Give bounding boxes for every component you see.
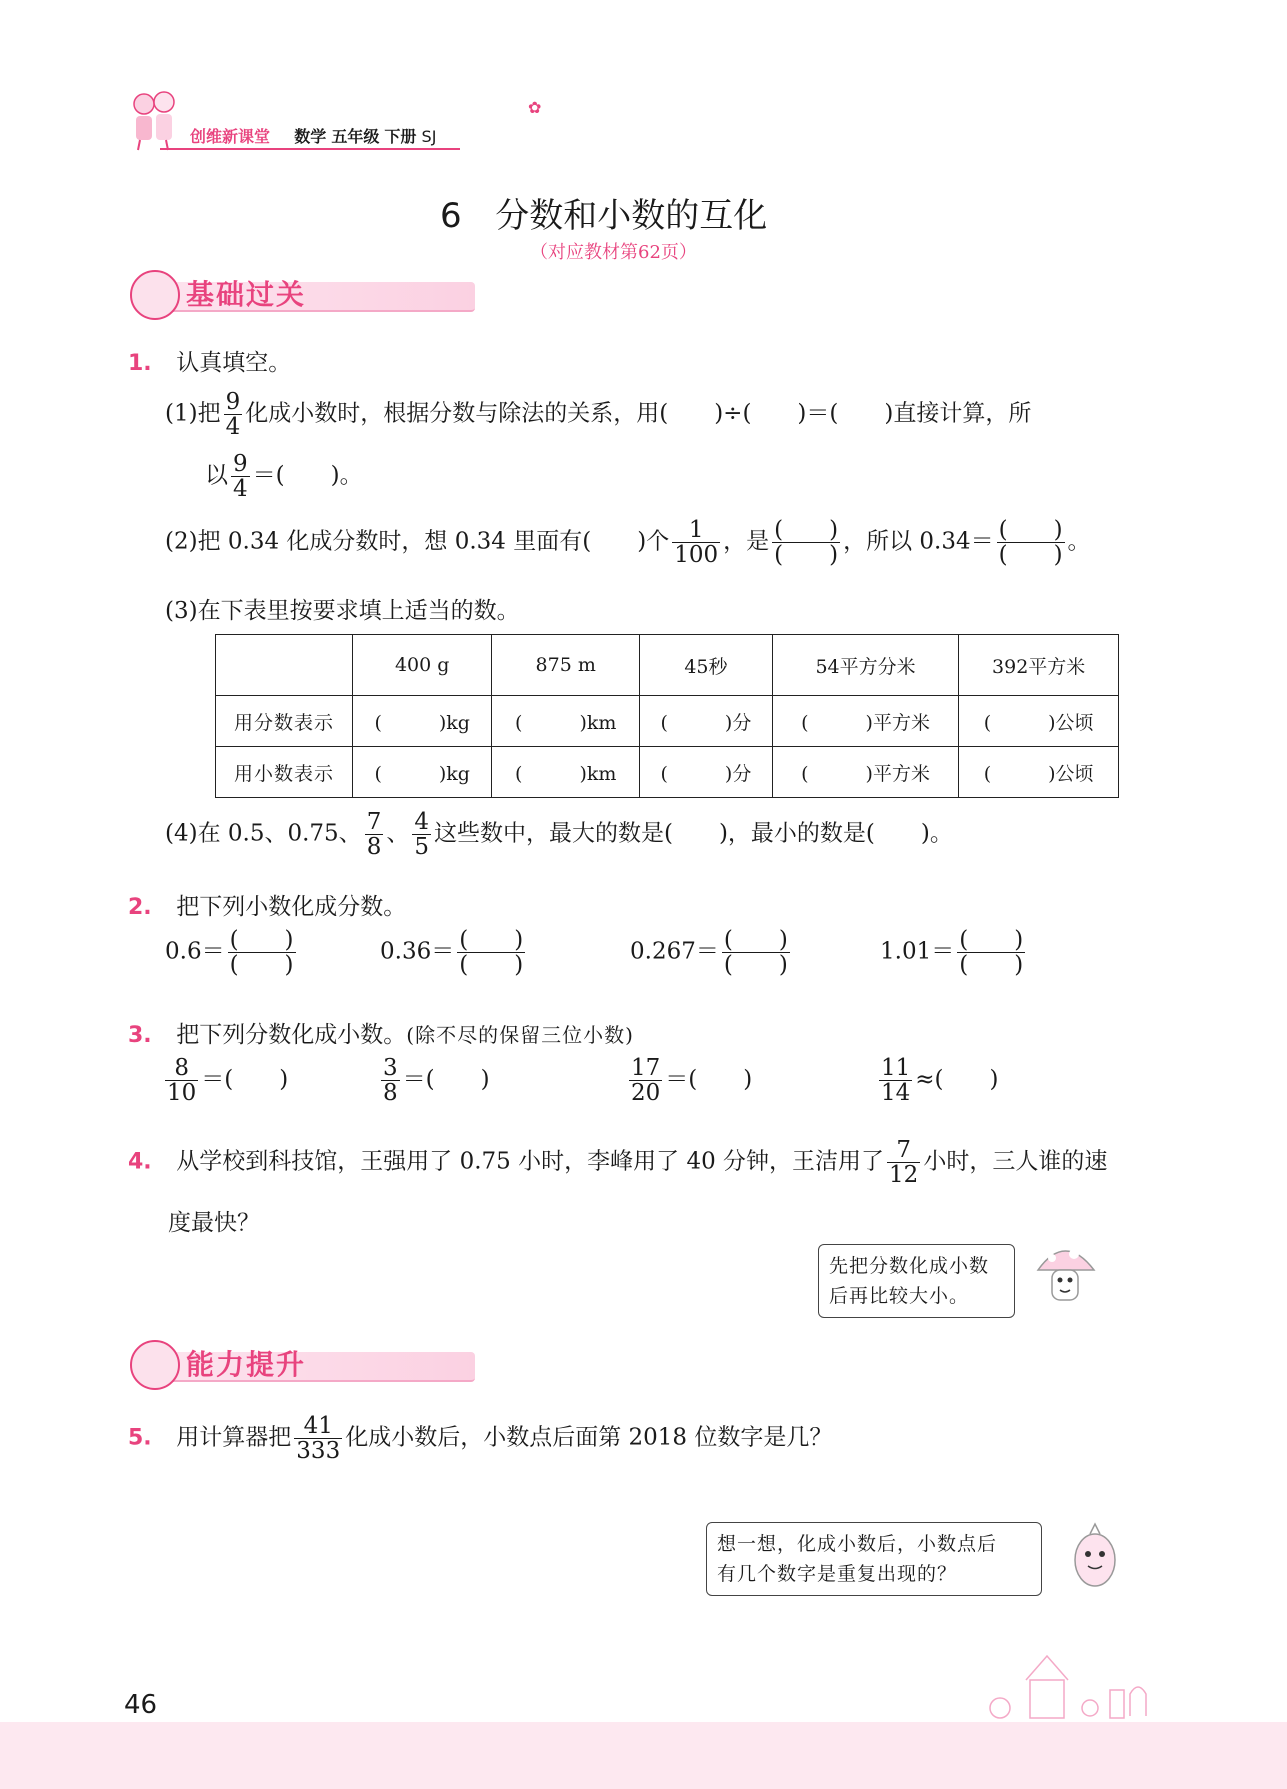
q3-item-blank[interactable]: ≈( ) bbox=[915, 1066, 999, 1093]
q2-item bbox=[380, 928, 528, 977]
mushroom-mascot-icon bbox=[1030, 1236, 1100, 1316]
header-mascot-icon bbox=[128, 88, 178, 152]
q1-part1-line2 bbox=[205, 452, 363, 501]
table-header-cell: 400 g bbox=[353, 635, 492, 696]
q3-item-blank[interactable]: ＝( ) bbox=[201, 1066, 289, 1093]
blank-fraction[interactable]: $\frac{( )}{( )}$ bbox=[459, 927, 524, 979]
flower-icon: ✿ bbox=[528, 98, 542, 117]
q2-item-label: 1.01＝ bbox=[880, 938, 955, 965]
q2-item-label: 0.6＝ bbox=[165, 938, 225, 965]
table-row-label: 用小数表示 bbox=[216, 747, 353, 798]
q4-line1 bbox=[128, 1138, 1107, 1187]
q5-text-b: 化成小数后，小数点后面第 2018 位数字是几？ bbox=[345, 1424, 833, 1451]
q4-hint-line: 后再比较大小。 bbox=[829, 1285, 970, 1307]
header-brand: 创维新课堂 bbox=[190, 127, 271, 146]
q3-item bbox=[626, 1056, 752, 1105]
title-text: 分数和小数的互化 bbox=[495, 196, 768, 236]
fraction-7-12: $\frac{7}{12}$ bbox=[889, 1137, 919, 1189]
table-cell-blank[interactable]: ( )分 bbox=[640, 696, 773, 747]
page-number: 46 bbox=[124, 1690, 158, 1720]
blank-fraction[interactable]: $\frac{( )}{( )}$ bbox=[723, 927, 788, 979]
q2-item bbox=[630, 928, 793, 977]
blank-fraction[interactable]: $\frac{( )}{( )}$ bbox=[998, 517, 1063, 569]
q3-item bbox=[162, 1056, 288, 1105]
q1-p4-a: (4)在 0.5、0.75、 bbox=[165, 820, 362, 847]
q1-p1-d: ＝( )。 bbox=[252, 462, 363, 489]
blank-fraction[interactable]: $\frac{( )}{( )}$ bbox=[959, 927, 1024, 979]
footer-band bbox=[0, 1722, 1287, 1789]
section-basic bbox=[130, 270, 350, 316]
q3-number: 3. bbox=[128, 1023, 152, 1048]
section-advanced-label: 能力提升 bbox=[186, 1348, 307, 1381]
q1-part4 bbox=[165, 810, 953, 859]
fraction-8-10: $\frac{8}{10}$ bbox=[167, 1055, 197, 1107]
q3-stem bbox=[128, 1016, 634, 1049]
fraction-4-5: $\frac{4}{5}$ bbox=[414, 809, 429, 861]
q2-item-label: 0.36＝ bbox=[380, 938, 455, 965]
table-cell-blank[interactable]: ( )kg bbox=[353, 747, 492, 798]
table-cell-blank[interactable]: ( )分 bbox=[640, 747, 773, 798]
header-volume: 下册 bbox=[384, 127, 417, 146]
q1-p4-sep: 、 bbox=[386, 820, 410, 847]
title-reference: （对应教材第62页） bbox=[530, 242, 697, 263]
fraction-17-20: $\frac{17}{20}$ bbox=[631, 1055, 661, 1107]
blank-fraction[interactable]: $\frac{( )}{( )}$ bbox=[774, 517, 839, 569]
q1-stem bbox=[128, 344, 291, 377]
fraction-41-333: $\frac{41}{333}$ bbox=[296, 1413, 341, 1465]
fraction-9-4: $\frac{9}{4}$ bbox=[225, 389, 241, 441]
section-advanced bbox=[130, 1340, 350, 1386]
conversion-table bbox=[215, 634, 1119, 798]
q2-item bbox=[880, 928, 1028, 977]
q3-item bbox=[876, 1056, 999, 1105]
q1-p1-c: 以 bbox=[205, 462, 228, 489]
q3-note: (除不尽的保留三位小数) bbox=[406, 1023, 634, 1047]
table-cell-blank[interactable]: ( )公顷 bbox=[959, 747, 1119, 798]
q1-p4-b: 这些数中，最大的数是( )，最小的数是( )。 bbox=[433, 820, 953, 847]
egg-mascot-icon bbox=[1060, 1516, 1130, 1596]
q3-item-blank[interactable]: ＝( ) bbox=[665, 1066, 753, 1093]
q1-number: 1. bbox=[128, 351, 152, 376]
table-header-cell: 54平方分米 bbox=[772, 635, 959, 696]
castle-decoration-icon bbox=[980, 1650, 1180, 1720]
q1-p2-b: ，是 bbox=[723, 528, 770, 555]
fraction-1-100: $\frac{1}{100}$ bbox=[674, 517, 719, 569]
q1-p2-c: ，所以 0.34＝ bbox=[843, 528, 994, 555]
q1-p1-b: 化成小数时，根据分数与除法的关系，用( )÷( )＝( )直接计算，所 bbox=[245, 400, 1032, 427]
q4-hint-bubble bbox=[818, 1244, 1015, 1318]
title-number: 6 bbox=[440, 196, 462, 236]
fraction-7-8: $\frac{7}{8}$ bbox=[366, 809, 382, 861]
blank-fraction[interactable]: $\frac{( )}{( )}$ bbox=[229, 927, 294, 979]
header-bar bbox=[190, 124, 436, 147]
q1-p2-d: 。 bbox=[1067, 528, 1091, 555]
q4-line2: 度最快？ bbox=[168, 1210, 260, 1236]
fraction-9-4-b: $\frac{9}{4}$ bbox=[233, 451, 248, 503]
q1-p1-a: (1)把 bbox=[165, 400, 221, 427]
table-header-row bbox=[216, 635, 1119, 696]
q1-part3: (3)在下表里按要求填上适当的数。 bbox=[165, 598, 520, 624]
table-cell-blank[interactable]: ( )km bbox=[492, 747, 640, 798]
table-row-label: 用分数表示 bbox=[216, 696, 353, 747]
q5-hint-bubble bbox=[706, 1522, 1042, 1596]
header-underline bbox=[160, 148, 460, 150]
q1-part2 bbox=[165, 518, 1091, 567]
girl-face-icon bbox=[130, 1340, 180, 1390]
girl-face-icon bbox=[130, 270, 180, 320]
table-header-cell bbox=[216, 635, 353, 696]
table-row bbox=[216, 696, 1119, 747]
table-header-cell: 875 m bbox=[492, 635, 640, 696]
q5-line bbox=[128, 1414, 832, 1463]
section-basic-label: 基础过关 bbox=[186, 278, 307, 311]
q4-text-a: 从学校到科技馆，王强用了 0.75 小时，李峰用了 40 分钟，王洁用了 bbox=[176, 1148, 885, 1175]
q5-number: 5. bbox=[128, 1425, 152, 1451]
fraction-3-8: $\frac{3}{8}$ bbox=[383, 1055, 398, 1107]
table-row bbox=[216, 747, 1119, 798]
q2-stem bbox=[128, 888, 406, 921]
q4-text-b: 小时，三人谁的速 bbox=[923, 1148, 1108, 1175]
header-grade: 五年级 bbox=[331, 127, 380, 146]
q4-number: 4. bbox=[128, 1149, 152, 1175]
table-cell-blank[interactable]: ( )km bbox=[492, 696, 640, 747]
q2-item bbox=[165, 928, 299, 977]
q3-item bbox=[378, 1056, 490, 1105]
header-subject: 数学 bbox=[294, 127, 327, 146]
table-header-cell: 392平方米 bbox=[959, 635, 1119, 696]
q3-stem-text: 把下列分数化成小数。 bbox=[176, 1022, 407, 1048]
table-cell-blank[interactable]: ( )公顷 bbox=[959, 696, 1119, 747]
q5-hint-line: 想一想，化成小数后，小数点后 bbox=[717, 1533, 998, 1555]
header-edition: SJ bbox=[421, 127, 437, 146]
q1-part1-line1 bbox=[165, 390, 1031, 439]
table-cell-blank[interactable]: ( )kg bbox=[353, 696, 492, 747]
q2-number: 2. bbox=[128, 895, 152, 920]
q1-stem-text: 认真填空。 bbox=[176, 350, 292, 376]
table-cell-blank[interactable]: ( )平方米 bbox=[772, 747, 959, 798]
q5-hint-line: 有几个数字是重复出现的？ bbox=[717, 1563, 958, 1585]
q2-stem-text: 把下列小数化成分数。 bbox=[176, 894, 407, 920]
q1-p2-a: (2)把 0.34 化成分数时，想 0.34 里面有( )个 bbox=[165, 528, 670, 555]
q2-item-label: 0.267＝ bbox=[630, 938, 719, 965]
fraction-11-14: $\frac{11}{14}$ bbox=[881, 1055, 911, 1107]
table-header-cell: 45秒 bbox=[640, 635, 773, 696]
page-title bbox=[440, 188, 767, 237]
q3-item-blank[interactable]: ＝( ) bbox=[402, 1066, 490, 1093]
q5-text-a: 用计算器把 bbox=[176, 1424, 292, 1451]
q4-hint-line: 先把分数化成小数 bbox=[829, 1255, 990, 1277]
table-cell-blank[interactable]: ( )平方米 bbox=[772, 696, 959, 747]
